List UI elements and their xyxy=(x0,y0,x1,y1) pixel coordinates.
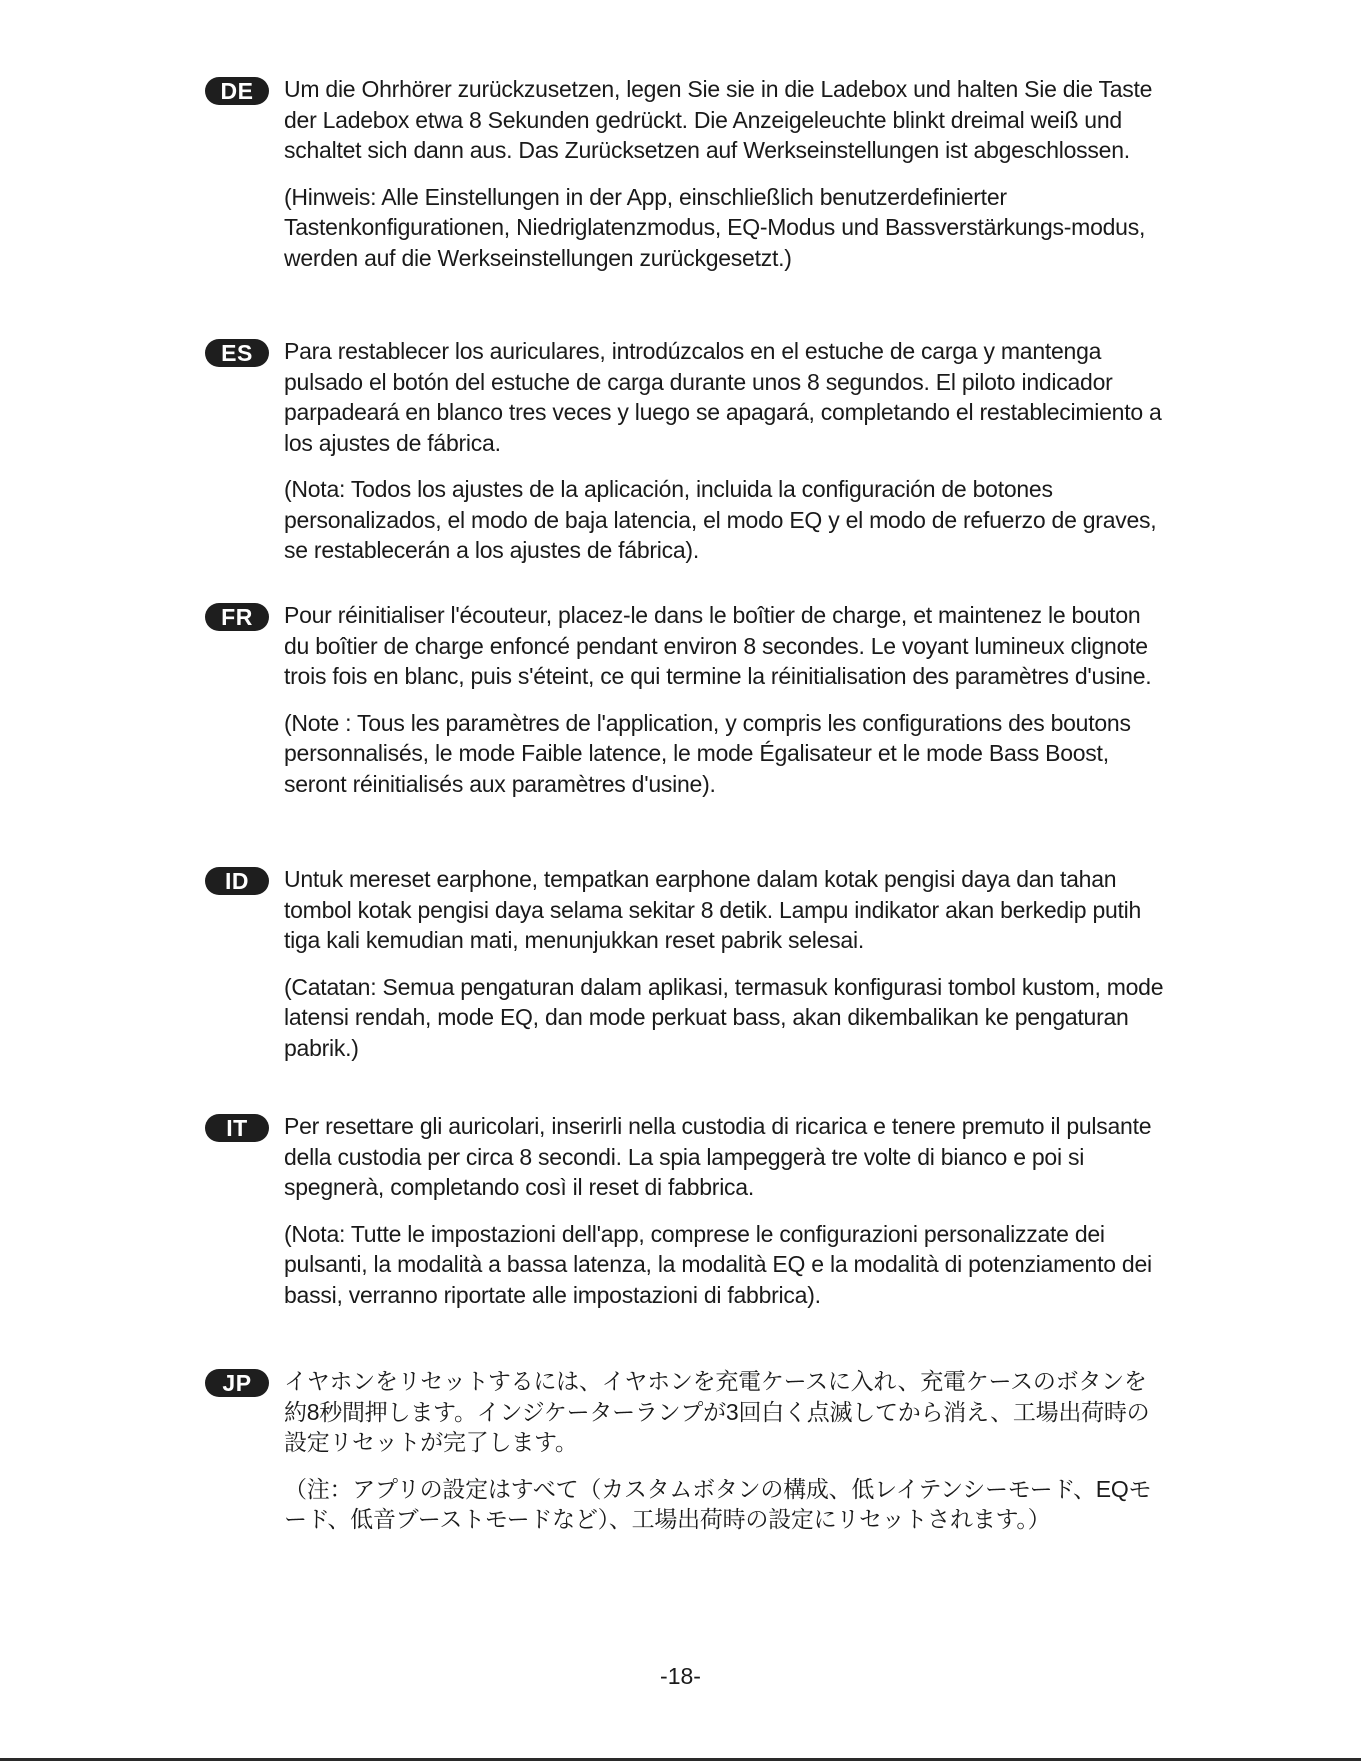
language-badge-id: ID xyxy=(205,867,269,895)
language-badge-it: IT xyxy=(205,1114,269,1142)
reset-note: (Nota: Tutte le impostazioni dell'app, comprese le configurazioni personalizzate dei pulsanti, la modalità a bassa latenza, la modalità EQ e la modalità di potenziamento dei bassi, verranno riportate alle impostazioni di fabbrica). xyxy=(284,1220,1152,1308)
language-badge-de: DE xyxy=(205,77,269,105)
reset-note: (Hinweis: Alle Einstellungen in der App, einschließlich benutzerdefinierter Tastenkonfigurationen, Niedriglatenzmodus, EQ-Modus und Bassverstärkungs-modus, werden auf die Werkseinstellungen zurückgesetzt.) xyxy=(284,183,1146,271)
language-badge-es: ES xyxy=(205,339,269,367)
section-text xyxy=(284,864,1164,1063)
section-text xyxy=(284,336,1164,566)
language-badge-jp: JP xyxy=(205,1369,269,1397)
reset-note: (Nota: Todos los ajustes de la aplicación, incluida la configuración de botones personalizados, el modo de baja latencia, el modo EQ y el modo de refuerzo de graves, se restablecerán a los ajustes de fábrica). xyxy=(284,476,1157,563)
reset-instructions: Per resettare gli auricolari, inserirli nella custodia di ricarica e tenere premuto il pulsante della custodia per circa 8 secondi. La spia lampeggerà tre volte di bianco e poi si spegnerà, completando così il reset di fabbrica. xyxy=(284,1113,1152,1200)
section-text xyxy=(284,74,1164,273)
reset-instructions: Untuk mereset earphone, tempatkan earphone dalam kotak pengisi daya dan tahan tombol kotak pengisi daya selama sekitar 8 detik. Lampu indikator akan berkedip putih tiga kali kemudian mati, menunjukkan reset pabrik selesai. xyxy=(284,866,1142,953)
section-text xyxy=(284,1366,1164,1535)
reset-instructions: イヤホンをリセットするには、イヤホンを充電ケースに入れ、充電ケースのボタンを約8秒間押します。インジケーターランプが3回白く点滅してから消え、工場出荷時の設定リセットが完了します。 xyxy=(284,1368,1150,1455)
page-number: -18- xyxy=(660,1663,701,1689)
section-text xyxy=(284,600,1164,799)
reset-instructions: Para restablecer los auriculares, introdúzcalos en el estuche de carga y mantenga pulsado el botón del estuche de carga durante unos 8 segundos. El piloto indicador parpadeará en blanco tres veces y luego se apagará, completando el restablecimiento a los ajustes de fábrica. xyxy=(284,338,1162,456)
section-text xyxy=(284,1111,1164,1310)
language-badge-fr: FR xyxy=(205,603,269,631)
reset-note: （注：アプリの設定はすべて（カスタムボタンの構成、低レイテンシーモード、EQモード、低音ブーストモードなど）、工場出荷時の設定にリセットされます。） xyxy=(284,1475,1152,1532)
reset-instructions: Um die Ohrhörer zurückzusetzen, legen Sie sie in die Ladebox und halten Sie die Taste der Ladebox etwa 8 Sekunden gedrückt. Die Anzeigeleuchte blinkt dreimal weiß und schaltet sich dann aus. Das Zurücksetzen auf Werkseinstellungen ist abgeschlossen. xyxy=(284,76,1153,163)
reset-note: (Note : Tous les paramètres de l'application, y compris les configurations des boutons personnalisés, le mode Faible latence, le mode Égalisateur et le mode Bass Boost, seront réinitialisés aux paramètres d'usine). xyxy=(284,709,1131,797)
reset-note: (Catatan: Semua pengaturan dalam aplikasi, termasuk konfigurasi tombol kustom, mode latensi rendah, mode EQ, dan mode perkuat bass, akan dikembalikan ke pengaturan pabrik.) xyxy=(284,973,1164,1061)
reset-instructions: Pour réinitialiser l'écouteur, placez-le dans le boîtier de charge, et maintenez le bouton du boîtier de charge enfoncé pendant environ 8 secondes. Le voyant lumineux clignote trois fois en blanc, puis s'éteint, ce qui termine la réinitialisation des paramètres d'usine. xyxy=(284,602,1152,689)
